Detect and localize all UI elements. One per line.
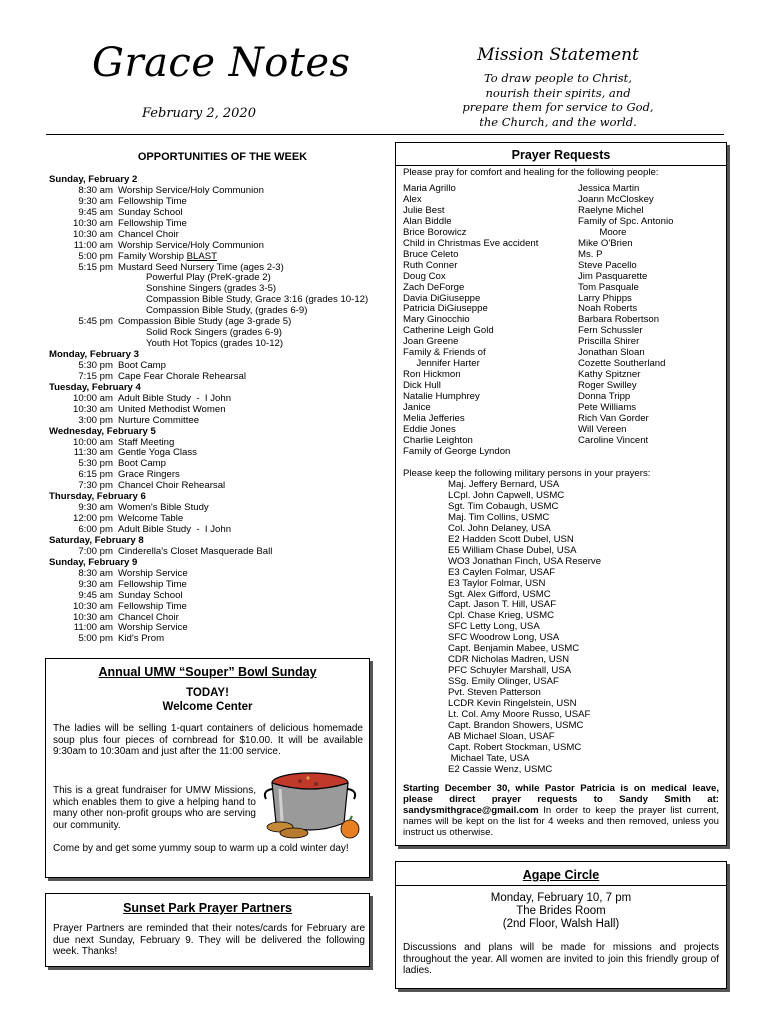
schedule-item bbox=[49, 580, 399, 591]
agape-date: Monday, February 10, 7 pm bbox=[490, 892, 632, 904]
prayer-heading-divider bbox=[396, 165, 726, 166]
schedule-time: 10:30 am bbox=[72, 228, 113, 240]
schedule-event-text: Sonshine Singers (grades 3-5) bbox=[146, 283, 277, 295]
military-name: AB Michael Sloan, USAF bbox=[448, 730, 555, 742]
prayer-note bbox=[403, 784, 719, 839]
schedule-time: 3:00 pm bbox=[78, 414, 113, 426]
schedule-list bbox=[49, 175, 399, 645]
prayer-name: Family of Spc. Antonio bbox=[578, 215, 674, 227]
schedule-time: 5:00 pm bbox=[78, 250, 113, 262]
prayer-name: Eddie Jones bbox=[403, 423, 456, 435]
schedule-event-text: Fellowship Time bbox=[118, 195, 187, 207]
prayer-name: Zach DeForge bbox=[403, 281, 465, 293]
schedule-day: Monday, February 3 bbox=[49, 349, 139, 360]
schedule-time: 9:30 am bbox=[78, 195, 113, 207]
schedule-event-text: United Methodist Women bbox=[118, 403, 226, 415]
prayer-name: Child in Christmas Eve accident bbox=[403, 237, 539, 249]
prayer-name: Raelyne Michel bbox=[578, 204, 644, 216]
prayer-name: Ron Hickmon bbox=[403, 369, 461, 381]
schedule-time: 11:00 am bbox=[73, 622, 113, 634]
schedule-time: 12:00 pm bbox=[72, 513, 113, 525]
agape-text: Discussions and plans will be made for missions and projects throughout the year. All women are invited to join this friendly group of ladies. bbox=[403, 942, 719, 977]
prayer-requests-box bbox=[395, 142, 727, 846]
schedule-event bbox=[118, 634, 164, 645]
prayer-name: Davia DiGiuseppe bbox=[403, 292, 481, 304]
schedule-time: 8:30 am bbox=[78, 567, 113, 579]
military-name: Maj. Jeffery Bernard, USA bbox=[448, 479, 560, 490]
schedule-day: Tuesday, February 4 bbox=[49, 381, 141, 393]
umw-paragraph-1: The ladies will be selling 1-quart containers of delicious homemade soup plus four pieces of cornbread for $10.00. It will be available 9:30am to 10:30am and just after the 11:00 service. bbox=[53, 723, 363, 758]
prayer-name: Brice Borowicz bbox=[403, 226, 467, 238]
prayer-name: Family of George Lyndon bbox=[403, 445, 511, 457]
schedule-time: 10:00 am bbox=[72, 392, 113, 404]
prayer-name: Melia Jefferies bbox=[403, 413, 465, 425]
mission-heading: Mission Statement bbox=[477, 45, 639, 65]
opportunities-heading: OPPORTUNITIES OF THE WEEK bbox=[137, 151, 308, 163]
military-intro: Please keep the following military persons in your prayers: bbox=[403, 468, 651, 479]
schedule-day: Saturday, February 8 bbox=[49, 534, 144, 546]
schedule-event-text: Nurture Committee bbox=[118, 414, 200, 426]
schedule-event-text: Youth Hot Topics (grades 10-12) bbox=[146, 338, 284, 350]
schedule-event bbox=[146, 339, 283, 350]
umw-heading: Annual UMW “Souper” Bowl Sunday bbox=[98, 665, 317, 679]
prayer-list-left bbox=[403, 184, 578, 458]
schedule-event-text: Cinderella's Closet Masquerade Ball bbox=[118, 545, 273, 557]
prayer-name: Rich Van Gorder bbox=[578, 413, 649, 425]
prayer-name: Natalie Humphrey bbox=[403, 391, 480, 403]
schedule-event-text: Kid's Prom bbox=[118, 633, 165, 645]
schedule-event-text: Women's Bible Study bbox=[118, 502, 209, 514]
schedule-time: 7:30 pm bbox=[78, 480, 113, 492]
prayer-name: Jessica Martin bbox=[578, 183, 640, 194]
mission-line: the Church, and the world. bbox=[479, 114, 637, 129]
prayer-name: Steve Pacello bbox=[578, 259, 637, 271]
schedule-event-text: Worship Service bbox=[118, 567, 188, 579]
prayer-name: Doug Cox bbox=[403, 270, 446, 282]
schedule-time: 10:30 am bbox=[72, 611, 113, 623]
schedule-event-text: Worship Service/Holy Communion bbox=[118, 239, 264, 251]
schedule-time: 7:00 pm bbox=[78, 545, 113, 557]
schedule-time: 9:30 am bbox=[78, 502, 113, 514]
schedule-day: Wednesday, February 5 bbox=[49, 425, 156, 437]
prayer-name: Alex bbox=[403, 193, 422, 205]
prayer-name: Bruce Celeto bbox=[403, 248, 459, 260]
prayer-name: Julie Best bbox=[403, 204, 445, 216]
prayer-name: Ms. P bbox=[578, 248, 603, 260]
prayer-heading: Prayer Requests bbox=[511, 148, 611, 162]
prayer-name: Dick Hull bbox=[403, 380, 441, 392]
schedule-time: 5:30 pm bbox=[78, 359, 113, 371]
umw-today: TODAY! bbox=[186, 687, 229, 699]
agape-circle-box bbox=[395, 861, 727, 989]
military-name: Capt. Jason T. Hill, USAF bbox=[448, 599, 557, 611]
sunset-text: Prayer Partners are reminded that their notes/cards for February are due next Sunday, February 9. They will be delivered the following week. Thanks! bbox=[53, 923, 365, 958]
military-name: E5 William Chase Dubel, USA bbox=[448, 544, 577, 556]
prayer-name: Jim Pasquarette bbox=[578, 270, 648, 282]
schedule-event-text: Chancel Choir bbox=[118, 611, 179, 623]
schedule-time: 5:00 pm bbox=[78, 633, 113, 645]
schedule-event-text: Chancel Choir Rehearsal bbox=[118, 480, 226, 492]
military-name: Capt. Brandon Showers, USMC bbox=[448, 719, 584, 731]
schedule-event-text: Sunday School bbox=[118, 589, 183, 601]
agape-heading-divider bbox=[396, 885, 726, 886]
agape-details bbox=[396, 892, 726, 931]
prayer-name: Moore bbox=[578, 226, 627, 238]
prayer-name: Jennifer Harter bbox=[403, 358, 480, 370]
prayer-name: Tom Pasquale bbox=[578, 281, 639, 293]
schedule-event-text: Powerful Play (PreK-grade 2) bbox=[146, 272, 271, 284]
schedule-item bbox=[49, 241, 399, 252]
military-name: E3 Taylor Folmar, USN bbox=[448, 577, 546, 589]
header-divider bbox=[46, 134, 724, 135]
military-name: SFC Letty Long, USA bbox=[448, 621, 540, 633]
military-name: CDR Nicholas Madren, USN bbox=[448, 654, 570, 666]
military-name: Col. John Delaney, USA bbox=[448, 522, 551, 534]
schedule-event bbox=[118, 547, 272, 558]
schedule-event-text: Family Worship bbox=[118, 250, 187, 262]
sunset-heading: Sunset Park Prayer Partners bbox=[123, 901, 292, 915]
agape-heading: Agape Circle bbox=[522, 868, 600, 882]
schedule-item bbox=[49, 634, 399, 645]
schedule-time: 10:30 am bbox=[72, 217, 113, 229]
schedule-event-text: Fellowship Time bbox=[118, 600, 187, 612]
military-name: Capt. Benjamin Mabee, USMC bbox=[448, 643, 580, 655]
umw-paragraph-3: Come by and get some yummy soup to warm up a cold winter day! bbox=[53, 843, 349, 854]
schedule-item bbox=[49, 602, 399, 613]
schedule-event-text: Worship Service bbox=[118, 622, 188, 634]
prayer-name: Mary Ginocchio bbox=[403, 314, 470, 326]
military-name: Pvt. Steven Patterson bbox=[448, 687, 541, 699]
schedule-event-text: Compassion Bible Study, (grades 6-9) bbox=[146, 305, 308, 317]
schedule-time: 5:30 pm bbox=[78, 458, 113, 470]
prayer-list-right bbox=[578, 184, 723, 447]
schedule-time: 9:30 am bbox=[78, 578, 113, 590]
military-name: Sgt. Alex Gifford, USMC bbox=[448, 588, 551, 600]
umw-location: Welcome Center bbox=[162, 701, 253, 713]
schedule-event-text: Mustard Seed Nursery Time (ages 2-3) bbox=[118, 261, 284, 273]
schedule-item bbox=[49, 591, 399, 602]
schedule-event-text: Welcome Table bbox=[118, 513, 184, 525]
military-name: LCDR Kevin Ringelstein, USN bbox=[448, 698, 577, 710]
agape-room: The Brides Room bbox=[516, 905, 606, 917]
prayer-name: Donna Tripp bbox=[578, 391, 631, 403]
schedule-item bbox=[49, 405, 399, 416]
schedule-event-text: Boot Camp bbox=[118, 359, 166, 371]
schedule-day: Sunday, February 9 bbox=[49, 556, 138, 568]
schedule-event-text: Chancel Choir bbox=[118, 228, 179, 240]
schedule-time: 7:15 pm bbox=[78, 370, 113, 382]
schedule-event-text: Gentle Yoga Class bbox=[118, 447, 197, 459]
schedule-event-link: BLAST bbox=[186, 250, 217, 262]
schedule-event-text: Adult Bible Study - I John bbox=[118, 392, 232, 404]
prayer-note-rest: In order to keep the prayer list current, names will be kept on the list for 4 weeks and then removed, unless you instruct us otherwise. bbox=[403, 804, 719, 838]
schedule-time: 10:00 am bbox=[72, 436, 113, 448]
prayer-intro: Please pray for comfort and healing for the following people: bbox=[403, 167, 659, 178]
prayer-name: Maria Agrillo bbox=[403, 183, 456, 194]
prayer-name: Alan Biddle bbox=[403, 215, 452, 227]
prayer-name: Mike O'Brien bbox=[578, 237, 633, 249]
prayer-name: Fern Schussler bbox=[578, 325, 643, 337]
prayer-note-bold: Starting December 30, while Pastor Patricia is on medical leave, please direct prayer requests to Sandy Smith at: sandysmithgrace@gmail.com bbox=[403, 783, 719, 816]
prayer-name: Noah Roberts bbox=[578, 303, 638, 315]
military-name: E2 Hadden Scott Dubel, USN bbox=[448, 533, 574, 545]
prayer-name: Charlie Leighton bbox=[403, 434, 473, 446]
prayer-name: Janice bbox=[403, 402, 431, 414]
schedule-day: Sunday, February 2 bbox=[49, 174, 138, 185]
newsletter-date: February 2, 2020 bbox=[142, 106, 256, 121]
prayer-name: Cozette Southerland bbox=[578, 358, 666, 370]
military-name: Sgt. Tim Cobaugh, USMC bbox=[448, 500, 559, 512]
schedule-event-text: Fellowship Time bbox=[118, 217, 187, 229]
prayer-name: Roger Swilley bbox=[578, 380, 637, 392]
schedule-time: 5:15 pm bbox=[78, 261, 113, 273]
mission-line: nourish their spirits, and bbox=[485, 85, 631, 100]
mission-text bbox=[455, 71, 661, 129]
prayer-name: Ruth Conner bbox=[403, 259, 458, 271]
military-name: Capt. Robert Stockman, USMC bbox=[448, 741, 582, 753]
military-name: PFC Schuyler Marshall, USA bbox=[448, 665, 572, 677]
schedule-event-text: Compassion Bible Study (age 3-grade 5) bbox=[118, 316, 292, 328]
military-name: LCpl. John Capwell, USMC bbox=[448, 489, 565, 501]
military-name: Maj. Tim Collins, USMC bbox=[448, 511, 550, 523]
prayer-name: Kathy Spitzner bbox=[578, 369, 641, 381]
sunset-park-box bbox=[45, 893, 370, 967]
umw-souper-bowl-box bbox=[45, 658, 370, 878]
schedule-event-text: Boot Camp bbox=[118, 458, 166, 470]
schedule-time: 6:15 pm bbox=[78, 469, 113, 481]
schedule-time: 5:45 pm bbox=[78, 316, 113, 328]
prayer-name: Joann McCloskey bbox=[578, 193, 654, 205]
prayer-name: Jonathan Sloan bbox=[578, 347, 645, 359]
schedule-event-text: Solid Rock Singers (grades 6-9) bbox=[146, 327, 282, 339]
military-name: SSg. Emily Olinger, USAF bbox=[448, 676, 559, 688]
prayer-name: Patricia DiGiuseppe bbox=[403, 303, 488, 315]
prayer-name: Joan Greene bbox=[403, 336, 459, 348]
schedule-day-heading bbox=[49, 427, 399, 438]
schedule-event-text: Sunday School bbox=[118, 206, 183, 218]
military-name: Michael Tate, USA bbox=[448, 752, 530, 764]
military-name: SFC Woodrow Long, USA bbox=[448, 632, 560, 644]
military-name: WO3 Jonathan Finch, USA Reserve bbox=[448, 555, 602, 567]
schedule-time: 10:30 am bbox=[72, 600, 113, 612]
prayer-name: Priscilla Shirer bbox=[578, 336, 640, 348]
prayer-name: Pete Williams bbox=[578, 402, 637, 414]
military-name: Cpl. Chase Krieg, USMC bbox=[448, 610, 555, 622]
schedule-time: 6:00 pm bbox=[78, 524, 113, 535]
military-name: E2 Cassie Wenz, USMC bbox=[448, 763, 553, 775]
schedule-event-text: Worship Service/Holy Communion bbox=[118, 184, 264, 196]
schedule-time: 10:30 am bbox=[72, 403, 113, 415]
prayer-name: Will Vereen bbox=[578, 423, 627, 435]
schedule-time: 8:30 am bbox=[78, 184, 113, 196]
soup-pot-icon bbox=[258, 763, 366, 841]
newsletter-title: Grace Notes bbox=[92, 40, 351, 86]
military-name: E3 Caylen Folmar, USAF bbox=[448, 566, 556, 578]
schedule-event-text: Compassion Bible Study, Grace 3:16 (grades 10-12) bbox=[146, 294, 369, 306]
schedule-event-text: Adult Bible Study - I John bbox=[118, 524, 232, 535]
prayer-name: Caroline Vincent bbox=[578, 434, 649, 446]
prayer-name: Larry Phipps bbox=[578, 292, 632, 304]
prayer-name: Catherine Leigh Gold bbox=[403, 325, 494, 337]
prayer-name: Family & Friends of bbox=[403, 347, 486, 359]
schedule-time: 11:30 am bbox=[73, 447, 113, 459]
schedule-time: 11:00 am bbox=[73, 239, 113, 251]
schedule-time: 9:45 am bbox=[78, 206, 113, 218]
schedule-event-text: Cape Fear Chorale Rehearsal bbox=[118, 370, 246, 382]
schedule-event-text: Fellowship Time bbox=[118, 578, 187, 590]
mission-line: To draw people to Christ, bbox=[484, 71, 632, 85]
prayer-name: Barbara Robertson bbox=[578, 314, 660, 326]
agape-floor: (2nd Floor, Walsh Hall) bbox=[502, 918, 620, 930]
mission-line: prepare them for service to God, bbox=[462, 100, 654, 114]
military-name: Lt. Col. Amy Moore Russo, USAF bbox=[448, 709, 591, 721]
schedule-event-text: Staff Meeting bbox=[118, 436, 175, 448]
schedule-time: 9:45 am bbox=[78, 589, 113, 601]
schedule-day: Thursday, February 6 bbox=[49, 491, 146, 503]
umw-paragraph-2: This is a great fundraiser for UMW Missions, which enables them to give a helping hand to many other non-profit groups who are serving our community. bbox=[53, 785, 256, 832]
schedule-event-text: Grace Ringers bbox=[118, 469, 180, 481]
military-list bbox=[448, 480, 718, 776]
